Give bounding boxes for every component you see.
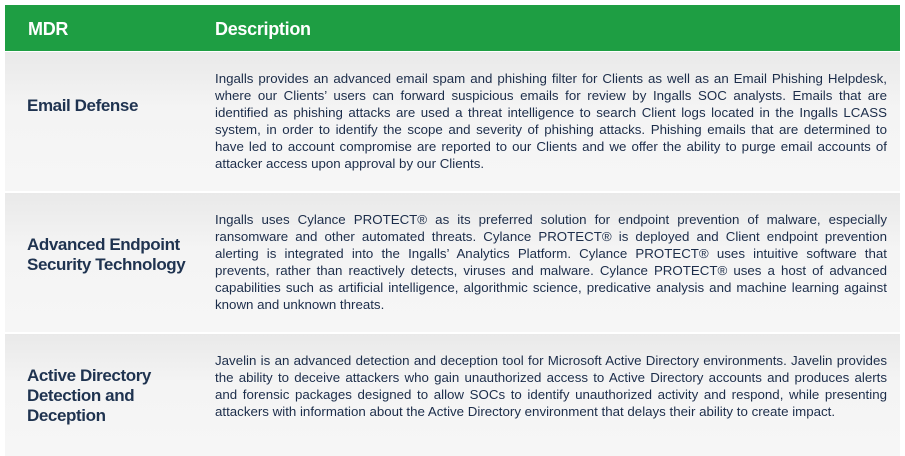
row-label: [27, 96, 197, 116]
row-label-line: Detection and: [27, 386, 135, 405]
row-description: Ingalls provides an advanced email spam and phishing filter for Clients as well as an Email Phishing Helpdesk, where our Clients’ users can forward suspicious emails for review by Ingalls SOC analysts. Emails that are identified as phishing attacks are used a threat intelligence to search Client logs located in the Ingalls LCASS system, in order to identify the scope and severity of phishing attacks. Phishing emails that are determined to have led to account compromise are reported to our Clients and we offer the ability to purge email accounts of attacker access upon approval by our Clients.: [215, 71, 887, 171]
row-description: Ingalls uses Cylance PROTECT® as its preferred solution for endpoint prevention of malware, especially ransomware and other automated threats. Cylance PROTECT® is deployed and Client endpoint prevention alerting is integrated into the Ingalls’ Analytics Platform. Cylance PROTECT® uses intuitive software that prevents, rather than reactively detects, viruses and malware. Cylance PROTECT® uses a host of advanced capabilities such as artificial intelligence, algorithmic science, predicative analysis and machine learning against known and unknown threats.: [215, 212, 887, 312]
table-row-email-defense: [5, 52, 900, 191]
table-row-active-directory: [5, 334, 900, 456]
row-label-line: Active Directory: [27, 366, 151, 385]
table-header: [5, 5, 900, 51]
row-label-line: Advanced Endpoint: [27, 235, 180, 254]
row-label-line: Security Technology: [27, 255, 186, 274]
header-mdr: MDR: [28, 19, 69, 39]
row-label: [27, 366, 197, 426]
header-description: Description: [215, 19, 311, 39]
row-label: [27, 235, 197, 275]
row-description: Javelin is an advanced detection and deception tool for Microsoft Active Directory environments. Javelin provides the ability to deceive attackers who gain unauthorized access to Active Directory accounts and produces alerts and forensic packages designed to allow SOCs to identify unauthorized activity and respond, while presenting attackers with information about the Active Directory environment that delays their ability to create impact.: [215, 353, 887, 419]
row-label-line: Email Defense: [27, 96, 139, 115]
table-row-advanced-endpoint: [5, 193, 900, 332]
row-label-line: Deception: [27, 406, 106, 425]
